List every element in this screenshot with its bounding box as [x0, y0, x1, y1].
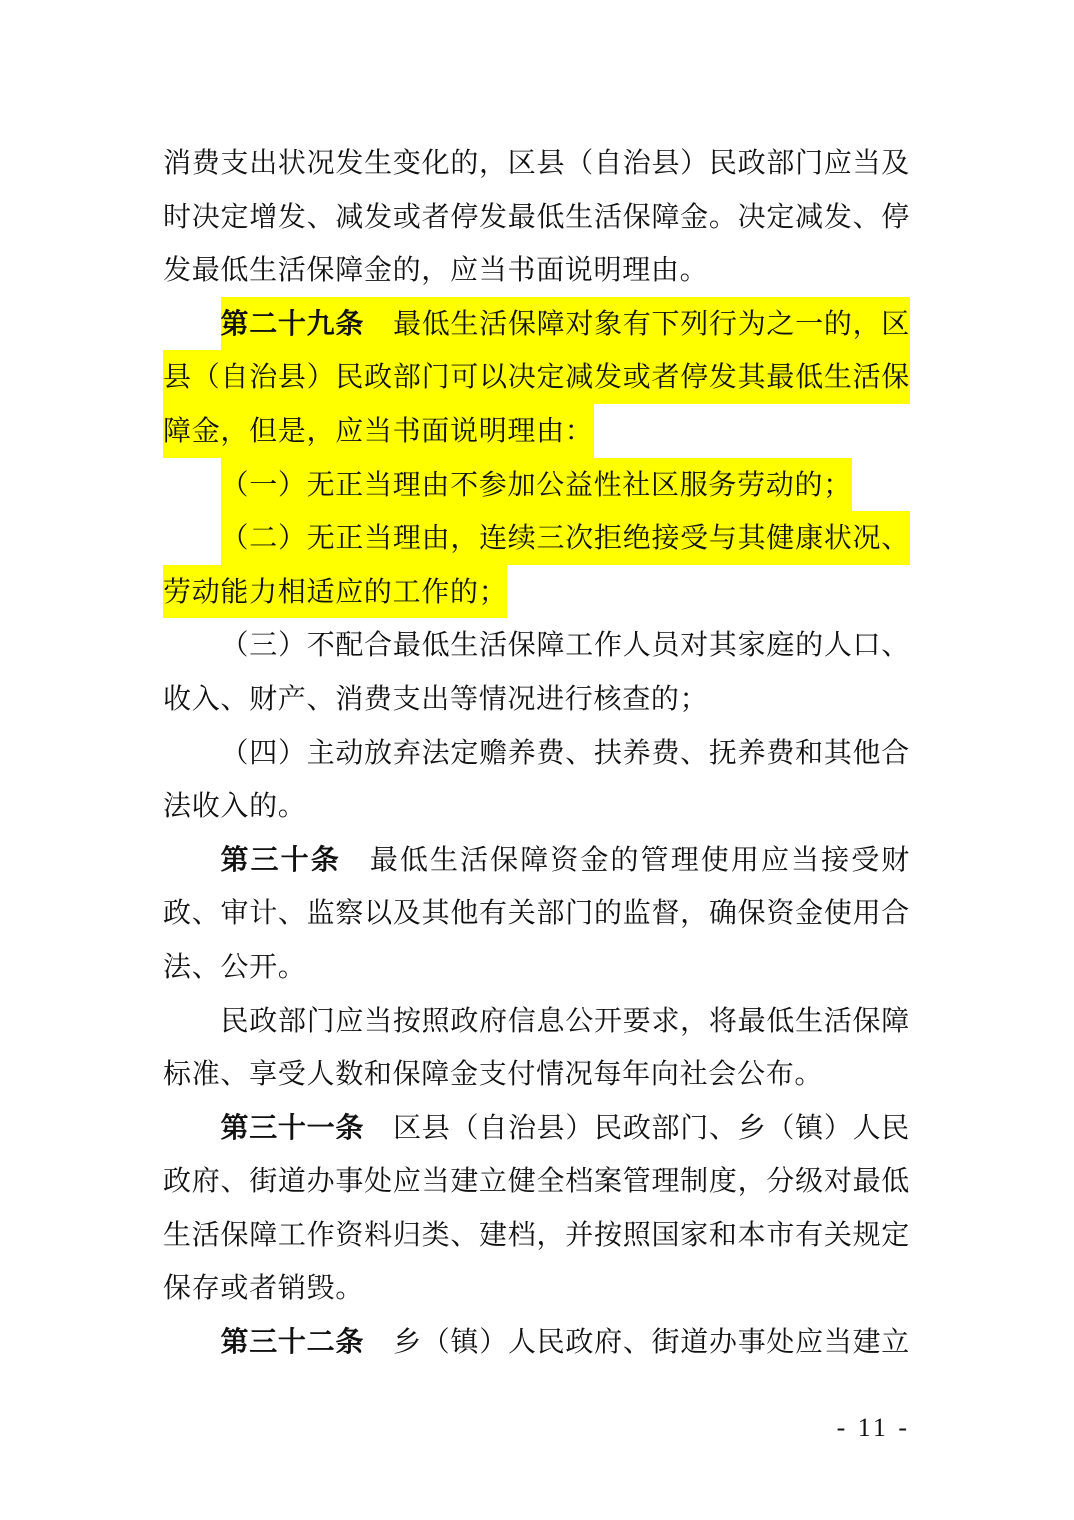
line-text: （二）无正当理由，连续三次拒绝接受与其健康状况、 [221, 511, 911, 565]
text-line [163, 350, 910, 404]
line-text: 法、公开。 [163, 949, 307, 983]
line-text: 障金，但是，应当书面说明理由： [163, 404, 594, 458]
article-heading: 第三十二条 [220, 1325, 365, 1359]
paragraph-article-31 [163, 1101, 910, 1315]
line-text: 政、审计、监察以及其他有关部门的监督，确保资金使用合 [163, 896, 910, 930]
line-text: 时决定增发、减发或者停发最低生活保障金。决定减发、停 [163, 199, 910, 233]
text-line [163, 1101, 910, 1155]
line-text: （三）不配合最低生活保障工作人员对其家庭的人口、 [220, 628, 910, 662]
text-line [163, 726, 910, 780]
text-line [163, 565, 910, 619]
paragraph-item-1 [163, 458, 910, 512]
text-line [163, 833, 910, 887]
text-line [163, 940, 910, 994]
paragraph-item-2 [163, 511, 910, 618]
text-line [163, 1154, 910, 1208]
paragraph-item-4 [163, 726, 910, 833]
text-line [163, 1208, 910, 1262]
line-text: 劳动能力相适应的工作的； [163, 565, 507, 619]
paragraph [163, 136, 910, 297]
line-text: 收入、财产、消费支出等情况进行核查的； [163, 681, 709, 715]
article-heading: 第二十九条 [220, 306, 365, 340]
line-text: 保存或者销毁。 [163, 1271, 364, 1305]
paragraph-article-30 [163, 833, 910, 994]
paragraph-article-32 [163, 1315, 910, 1369]
line-text: （一）无正当理由不参加公益性社区服务劳动的； [221, 458, 852, 512]
article-heading: 第三十条 [220, 842, 341, 876]
article-text: 最低生活保障资金的管理使用应当接受财 [369, 842, 910, 876]
text-line [163, 243, 910, 297]
text-line [163, 190, 910, 244]
text-line [163, 136, 910, 190]
line-text: 标准、享受人数和保障金支付情况每年向社会公布。 [163, 1057, 824, 1091]
line-text: 法收入的。 [163, 789, 307, 823]
text-line [163, 618, 910, 672]
text-line [163, 779, 910, 833]
article-text: 乡（镇）人民政府、街道办事处应当建立 [393, 1325, 910, 1359]
text-line [163, 458, 910, 512]
paragraph [163, 994, 910, 1101]
line-text [221, 833, 911, 887]
line-text: （四）主动放弃法定赡养费、扶养费、抚养费和其他合 [220, 735, 910, 769]
line-text [221, 1101, 911, 1155]
text-line [163, 886, 910, 940]
document-body [163, 136, 910, 1369]
article-text: 最低生活保障对象有下列行为之一的，区 [393, 306, 910, 340]
article-heading: 第三十一条 [220, 1110, 365, 1144]
line-text: 民政部门应当按照政府信息公开要求，将最低生活保障 [220, 1003, 910, 1037]
text-line [163, 1047, 910, 1101]
line-text: 县（自治县）民政部门可以决定减发或者停发其最低生活保 [163, 350, 910, 404]
text-line [163, 1315, 910, 1369]
line-text: 发最低生活保障金的，应当书面说明理由。 [163, 253, 709, 287]
page-number: - 11 - [836, 1413, 910, 1442]
text-line [163, 297, 910, 351]
text-line [163, 511, 910, 565]
line-text: 政府、街道办事处应当建立健全档案管理制度，分级对最低 [163, 1164, 910, 1198]
line-text: 生活保障工作资料归类、建档，并按照国家和本市有关规定 [163, 1217, 910, 1251]
text-line [163, 404, 910, 458]
text-line [163, 672, 910, 726]
line-text [221, 1315, 911, 1369]
article-text: 区县（自治县）民政部门、乡（镇）人民 [393, 1110, 910, 1144]
text-line [163, 1261, 910, 1315]
paragraph-article-29 [163, 297, 910, 458]
line-text: 消费支出状况发生变化的，区县（自治县）民政部门应当及 [163, 146, 910, 179]
line-text [221, 297, 911, 351]
text-line [163, 994, 910, 1048]
paragraph-item-3 [163, 618, 910, 725]
